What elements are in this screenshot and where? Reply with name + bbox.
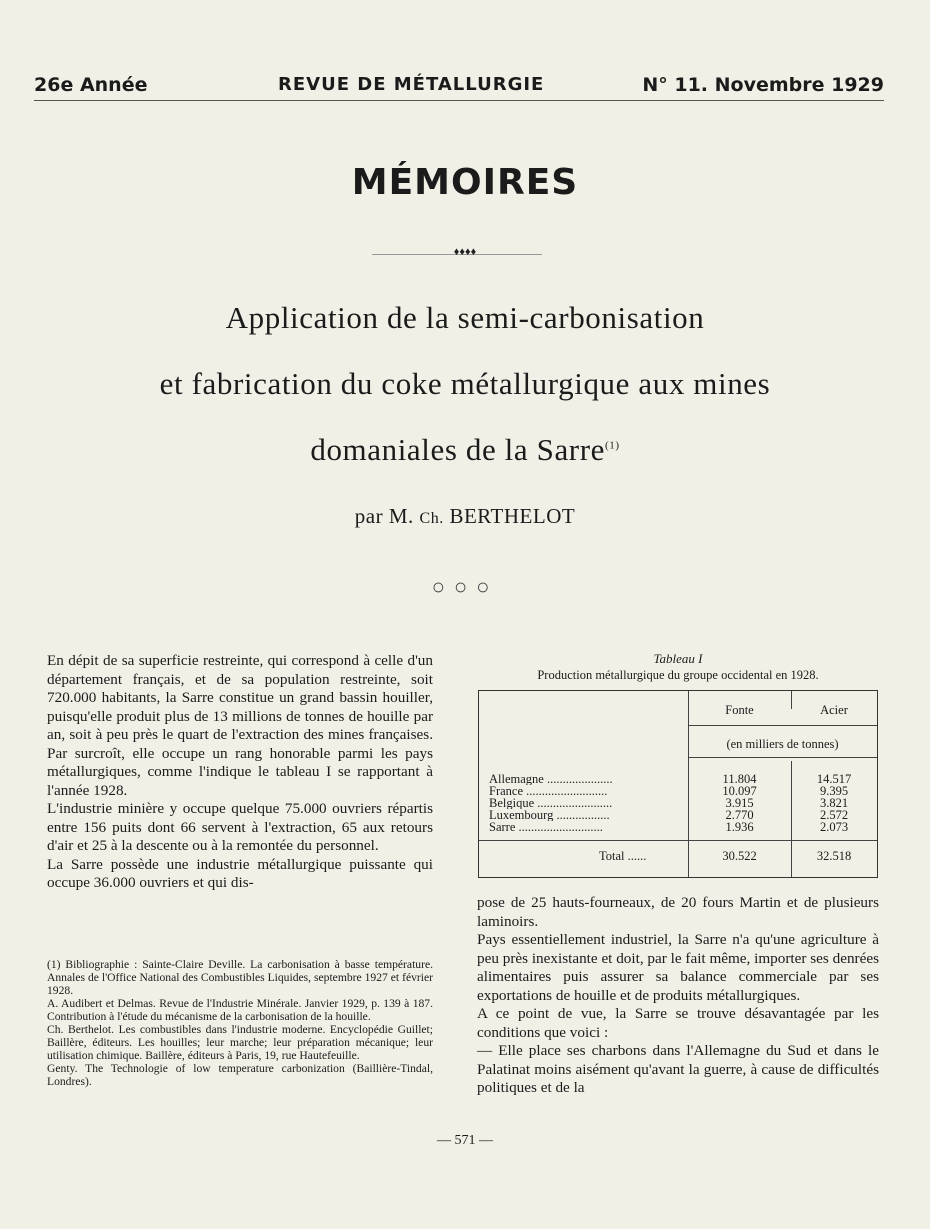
paragraph: En dépit de sa superficie restreinte, qui correspond à celle d'un département français, et de sa population restreinte, soit 720.000 habitants, la Sarre constitue un grand bassin houiller, puisqu'elle produit plus de 13 millions de tonnes de houille par an, soit à peu près le quart de l'extraction des mines françaises. Par surcroît, elle occupe un rang honorable parmi les pays métallurgiques, comme l'indique le tableau I se rapportant à l'année 1928. (47, 652, 433, 799)
row-label: France .......................... (489, 785, 608, 797)
row-label: Allemagne ..................... (489, 773, 613, 785)
row-acier: 9.395 (819, 784, 849, 798)
paragraph: La Sarre possède une industrie métallurgique puissante qui occupe 36.000 ouvriers et qui dis- (47, 855, 433, 891)
issue-year: 26e Année (34, 74, 148, 96)
paragraph: — Elle place ses charbons dans l'Allemagne du Sud et dans le Palatinat moins aisément qu'avant la guerre, à cause de difficultés politiques et de la (477, 1042, 879, 1096)
article-title-line-3 (0, 432, 930, 468)
article-title-line-2: et fabrication du coke métallurgique aux mines (159, 366, 771, 401)
issue-number: N° 11. Novembre 1929 (642, 74, 884, 96)
paragraph: L'industrie minière y occupe quelque 75.000 ouvriers répartis entre 156 puits dont 66 servent à l'extraction, 65 aux retours d'air et 25 à la descente ou à la remontée du personnel. (47, 800, 433, 854)
total-label: Total ...... (599, 849, 647, 863)
row-acier: 14.517 (816, 772, 852, 786)
production-table (478, 690, 878, 878)
author-initials: Ch. (419, 510, 444, 527)
row-label: Sarre ........................... (489, 821, 603, 833)
row-label: Belgique ........................ (489, 797, 613, 809)
row-fonte: 11.804 (722, 772, 757, 786)
table-caption: Production métallurgique du groupe occidental en 1928. (537, 668, 819, 682)
footnotes (47, 958, 433, 1088)
table-rule (688, 757, 877, 758)
col-header-acier: Acier (820, 703, 848, 717)
article-title-line-1: Application de la semi-carbonisation (225, 300, 705, 335)
row-label: Luxembourg ................. (489, 809, 610, 821)
table-rule (688, 725, 877, 726)
byline-prefix: par M. (354, 504, 414, 528)
footnote: Ch. Berthelot. Les combustibles dans l'industrie moderne. Encyclopédie Guillet; Baillère, éditeurs. Les houilles; leur marche; leur préparation mécanique; leur utilisation chimique. Baillère, éditeurs à Paris, 19, rue Hautefeuille. (47, 1023, 433, 1062)
author-byline (0, 504, 930, 529)
title-line-3-text: domaniales de la Sarre (310, 432, 606, 467)
paragraph: pose de 25 hauts-fourneaux, de 20 fours Martin et de plusieurs laminoirs. (477, 894, 879, 930)
circle-separator: ○○○ (431, 574, 499, 599)
row-acier: 3.821 (819, 796, 849, 810)
journal-title: REVUE DE MÉTALLURGIE (278, 74, 545, 95)
row-fonte: 3.915 (725, 796, 754, 810)
right-column (477, 894, 879, 1098)
table-rule (479, 840, 877, 841)
header-rule (34, 100, 884, 101)
total-acier: 32.518 (816, 849, 852, 863)
paragraph: A ce point de vue, la Sarre se trouve désavantagée par les conditions que voici : (477, 1005, 879, 1041)
diamond-ornament: ♦♦♦♦ (453, 246, 477, 258)
row-fonte: 1.936 (725, 820, 754, 834)
author-name: BERTHELOT (449, 504, 576, 528)
section-title: MÉMOIRES (351, 162, 579, 203)
paragraph: Pays essentiellement industriel, la Sarre n'a qu'une agriculture à peu près inexistante et doit, par le fait même, importer ses denrées alimentaires puis assurer sa balance commerciale par ses exportations de houille et de produits métallurgiques. (477, 931, 879, 1004)
row-acier: 2.572 (819, 808, 849, 822)
row-fonte: 2.770 (725, 808, 754, 822)
footnote: Genty. The Technologie of low temperature carbonization (Baillière-Tindal, Londres). (47, 1062, 433, 1088)
total-fonte: 30.522 (722, 849, 757, 863)
row-fonte: 10.097 (722, 784, 757, 798)
left-column (47, 652, 433, 893)
col-header-fonte: Fonte (725, 703, 754, 717)
row-acier: 2.073 (819, 820, 849, 834)
footnote: (1) Bibliographie : Sainte-Claire Deville. La carbonisation à basse température. Annales de l'Office National des Combustibles Liquides, septembre 1927 et février 1928. (47, 958, 433, 997)
footnote: A. Audibert et Delmas. Revue de l'Industrie Minérale. Janvier 1929, p. 139 à 187. Contribution à l'étude du mécanisme de la carbonisation de la houille. (47, 997, 433, 1023)
table-title: Tableau I (653, 651, 703, 666)
title-footnote-mark: (1) (605, 439, 620, 452)
page-number: — 571 — (437, 1133, 493, 1148)
unit-label: (en milliers de tonnes) (726, 737, 839, 751)
